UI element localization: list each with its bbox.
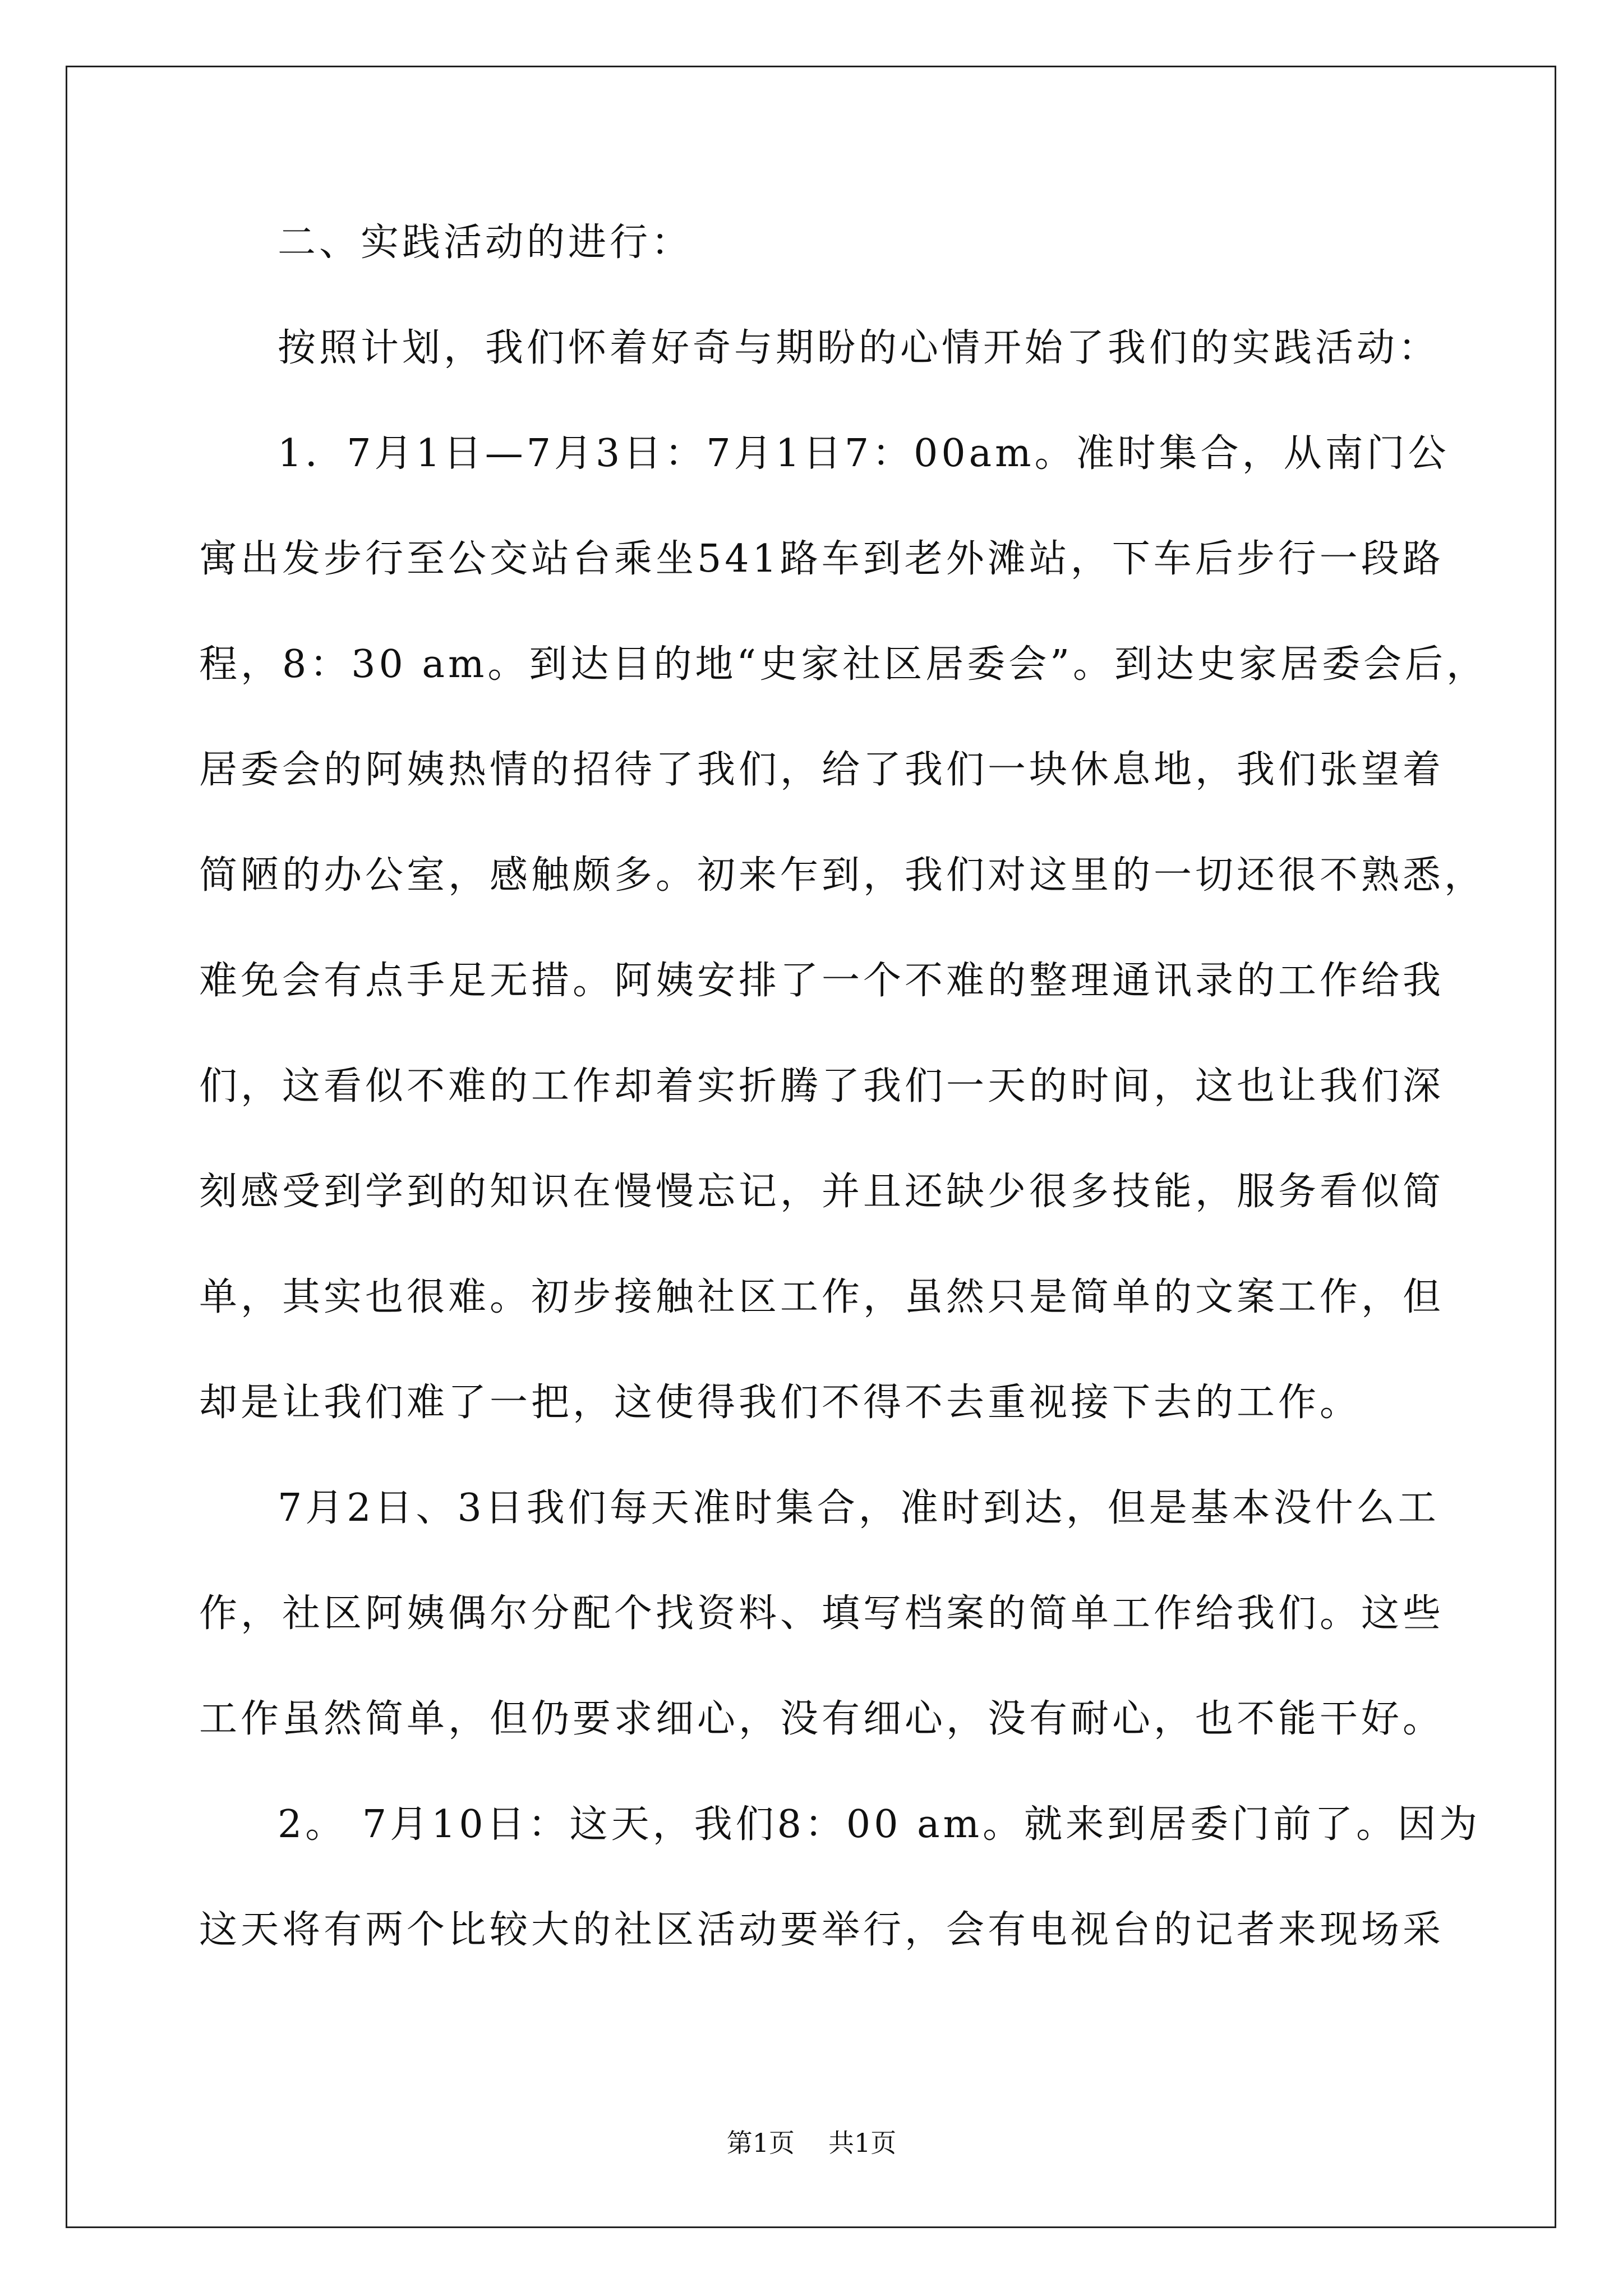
paragraph-line: 寓出发步行至公交站台乘坐541路车到老外滩站，下车后步行一段路 xyxy=(199,537,1444,581)
page-footer xyxy=(0,2126,1623,2160)
document-body xyxy=(199,216,1488,2009)
page-number: 第1页 xyxy=(726,2128,795,2158)
paragraph-line: 简陋的办公室，感触颇多。初来乍到，我们对这里的一切还很不熟悉， xyxy=(199,853,1486,898)
section-heading: 二、实践活动的进行： xyxy=(278,220,693,265)
paragraph-line: 工作虽然简单，但仍要求细心，没有细心，没有耐心，也不能干好。 xyxy=(199,1697,1445,1741)
paragraph-line: 单，其实也很难。初步接触社区工作，虽然只是简单的文案工作，但 xyxy=(199,1275,1445,1319)
page-total: 共1页 xyxy=(828,2128,897,2158)
paragraph-line: 程，8：30 am。到达目的地“史家社区居委会”。到达史家居委会后， xyxy=(199,642,1488,687)
paragraph-line: 作，社区阿姨偶尔分配个找资料、填写档案的简单工作给我们。这些 xyxy=(199,1591,1445,1636)
paragraph-line: 这天将有两个比较大的社区活动要举行，会有电视台的记者来现场采 xyxy=(199,1908,1445,1952)
paragraph-line: 刻感受到学到的知识在慢慢忘记，并且还缺少很多技能，服务看似简 xyxy=(199,1170,1445,1214)
paragraph-line: 居委会的阿姨热情的招待了我们，给了我们一块休息地，我们张望着 xyxy=(199,748,1445,792)
paragraph-line: 们，这看似不难的工作却着实折腾了我们一天的时间，这也让我们深 xyxy=(199,1064,1445,1108)
paragraph-line: 7月2日、3日我们每天准时集合，准时到达，但是基本没什么工 xyxy=(278,1486,1440,1530)
paragraph-line: 难免会有点手足无措。阿姨安排了一个不难的整理通讯录的工作给我 xyxy=(199,959,1445,1003)
paragraph-line: 2。 7月10日：这天，我们8：00 am。就来到居委门前了。因为 xyxy=(278,1802,1481,1847)
paragraph-line: 按照计划，我们怀着好奇与期盼的心情开始了我们的实践活动： xyxy=(278,326,1440,370)
paragraph-line: 1．7月1日—7月3日：7月1日7：00am。准时集合，从南门公 xyxy=(278,431,1450,476)
paragraph-line: 却是让我们难了一把，这使得我们不得不去重视接下去的工作。 xyxy=(199,1381,1362,1425)
